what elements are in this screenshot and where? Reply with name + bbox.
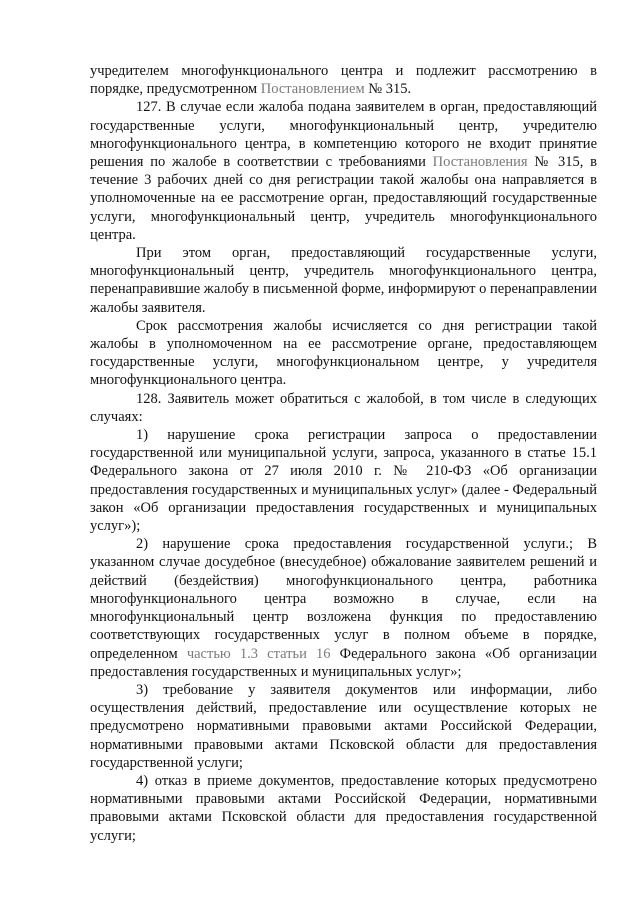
legal-reference-link[interactable]: частью 1.3 статьи 16 bbox=[186, 645, 331, 662]
paragraph-text: Срок рассмотрения жалобы исчисляется со дня регистрации такой жалобы в уполномоченном на ее рассмотрение органе, предоставляющем государственные услуги, многофункциональном центре, у учредителя многофункционального центра. bbox=[90, 317, 597, 389]
paragraph-text: 127. В случае если жалоба подана заявителем в орган, предоставляющий государственные услуги, многофункциональный центр, учредителю многофункционального центра, в компетенцию которого не входит принятие решения по жалобе в соответствии с требованиями bbox=[90, 99, 597, 171]
paragraph bbox=[90, 317, 597, 390]
paragraph-text: 3) требование у заявителя документов или информации, либо осуществления действий, предоставление или осуществление которых не предусмотрено нормативными правовыми актами Российской Федерации, нормативными правовыми актами Псковской области для предоставления государственной услуги; bbox=[90, 681, 597, 771]
paragraph-text: учредителем многофункционального центра и подлежит рассмотрению в порядке, предусмотренном bbox=[90, 63, 597, 98]
legal-reference-link[interactable]: Постановления bbox=[432, 154, 528, 171]
paragraph bbox=[90, 98, 597, 244]
document-page bbox=[90, 62, 597, 845]
paragraph-text: При этом орган, предоставляющий государственные услуги, многофункциональный центр, учредитель многофункционального центра, перенаправившие жалобу в письменной форме, информируют о перенаправлении жалобы заявителя. bbox=[90, 245, 597, 316]
paragraph-text: 2) нарушение срока предоставления государственной услуги.; В указанном случае досудебное (внесудебное) обжалование заявителем решений и действий (бездействия) многофункционального центра, работника многофункционального центра возможно в случае, если на многофункциональный центр возложена функция по предоставлению соответствующих государственных услуг в полном объеме в порядке, определенном bbox=[90, 536, 597, 662]
paragraph bbox=[90, 390, 597, 426]
paragraph bbox=[90, 772, 597, 845]
paragraph-text: 4) отказ в приеме документов, предоставление которых предусмотрено нормативными правовыми актами Российской Федерации, нормативными правовыми актами Псковской области для предоставления государственной услуги; bbox=[90, 772, 597, 844]
paragraph bbox=[90, 681, 597, 772]
paragraph-text: № 315. bbox=[364, 81, 412, 98]
paragraph-text: 1) нарушение срока регистрации запроса о предоставлении государственной или муниципальной услуги, запроса, указанного в статье 15.1 Федерального закона от 27 июля 2010 г. № 210-ФЗ «Об организации предоставления государственных и муниципальных услуг» (далее - Федеральный закон «Об организации предоставления государственных и муниципальных услуг»); bbox=[90, 427, 597, 535]
paragraph bbox=[90, 62, 597, 98]
paragraph-text: Федерального закона «Об организации предоставления государственных и муниципальных услуг»; bbox=[90, 645, 597, 680]
paragraph bbox=[90, 535, 597, 681]
paragraph bbox=[90, 426, 597, 535]
paragraph bbox=[90, 244, 597, 317]
legal-reference-link[interactable]: Постановлением bbox=[260, 81, 365, 98]
paragraph-text: 128. Заявитель может обратиться с жалобой, в том числе в следующих случаях: bbox=[90, 390, 597, 425]
paragraph-text: № 315, в течение 3 рабочих дней со дня регистрации такой жалобы она направляется в уполномоченные на ее рассмотрение орган, предоставляющий государственные услуги, многофункциональный центр, учредитель многофункционального центра. bbox=[90, 154, 597, 243]
